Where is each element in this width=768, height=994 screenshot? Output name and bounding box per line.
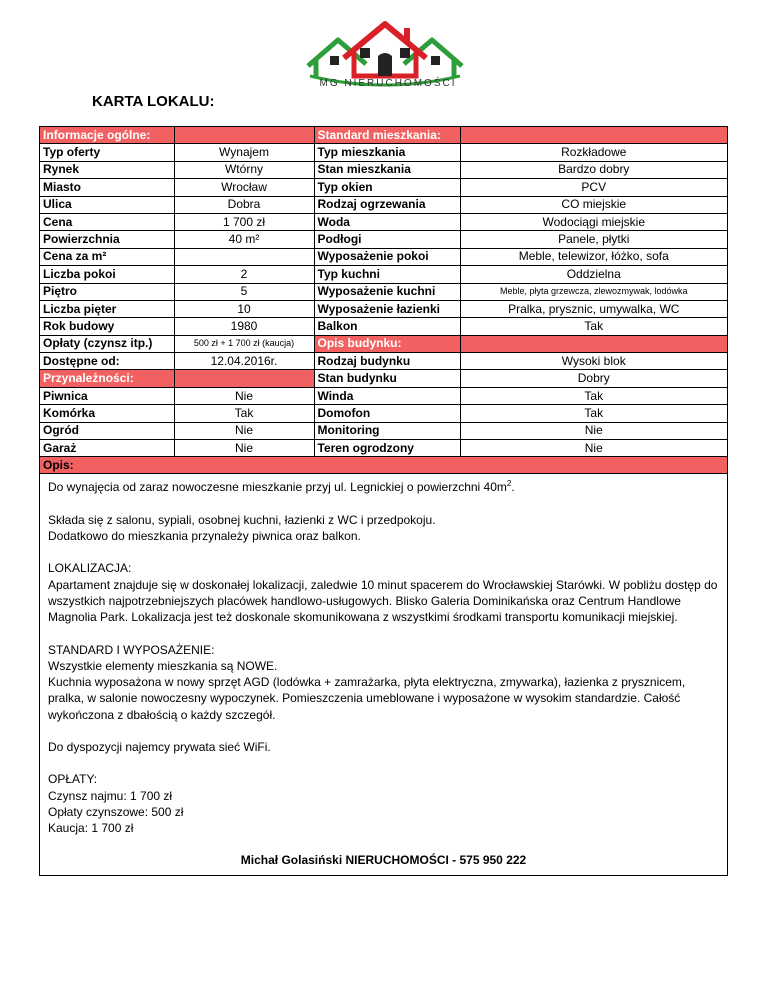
fee-deposit: Kaucja: 1 700 zł bbox=[48, 821, 134, 836]
rooms-text: Składa się z salonu, sypiali, osobnej kuchni, łazienki z WC i przedpokoju. bbox=[48, 512, 436, 527]
left-value: Wrocław bbox=[174, 179, 314, 196]
table-row bbox=[40, 213, 727, 230]
right-value: Wysoki blok bbox=[460, 353, 727, 370]
right-value: Meble, płyta grzewcza, zlewozmywak, lodówka bbox=[460, 283, 727, 300]
right-value: Oddzielna bbox=[460, 266, 727, 283]
table-row bbox=[40, 266, 727, 283]
left-value: 2 bbox=[174, 266, 314, 283]
left-label: Liczba pięter bbox=[40, 300, 174, 317]
left-label: Powierzchnia bbox=[40, 231, 174, 248]
right-label: Wyposażenie pokoi bbox=[314, 248, 460, 265]
left-value: 1 700 zł bbox=[174, 213, 314, 230]
wifi-text: Do dyspozycji najemcy prywata sieć WiFi. bbox=[48, 739, 271, 754]
right-label: Wyposażenie kuchni bbox=[314, 283, 460, 300]
right-value: Tak bbox=[460, 405, 727, 422]
left-label: Informacje ogólne: bbox=[40, 127, 174, 144]
left-label: Przynależności: bbox=[40, 370, 174, 387]
left-label: Opłaty (czynsz itp.) bbox=[40, 335, 174, 352]
table-row bbox=[40, 248, 727, 265]
right-label: Winda bbox=[314, 387, 460, 404]
table-row bbox=[40, 422, 727, 439]
right-label: Standard mieszkania: bbox=[314, 127, 460, 144]
right-value: Meble, telewizor, łóżko, sofa bbox=[460, 248, 727, 265]
left-label: Rynek bbox=[40, 161, 174, 178]
right-label: Rodzaj budynku bbox=[314, 353, 460, 370]
left-value bbox=[174, 248, 314, 265]
left-label: Ogród bbox=[40, 422, 174, 439]
right-label: Balkon bbox=[314, 318, 460, 335]
left-value: 500 zł + 1 700 zł (kaucja) bbox=[174, 335, 314, 352]
property-table bbox=[40, 127, 727, 457]
table-row bbox=[40, 127, 727, 144]
table-row bbox=[40, 231, 727, 248]
left-label: Cena bbox=[40, 213, 174, 230]
right-value: Dobry bbox=[460, 370, 727, 387]
right-value bbox=[460, 127, 727, 144]
fee-charges: Opłaty czynszowe: 500 zł bbox=[48, 804, 184, 819]
location-heading: LOKALIZACJA: bbox=[48, 561, 132, 576]
right-label: Podłogi bbox=[314, 231, 460, 248]
right-label: Typ mieszkania bbox=[314, 144, 460, 161]
right-value: Panele, płytki bbox=[460, 231, 727, 248]
right-label: Typ okien bbox=[314, 179, 460, 196]
right-label: Teren ogrodzony bbox=[314, 440, 460, 457]
right-value: Bardzo dobry bbox=[460, 161, 727, 178]
standard-text-2: Kuchnia wyposażona w nowy sprzęt AGD (lodówka + zamrażarka, płyta elektryczna, zmywarka), łazienka z prysznicem, pralka, w salonie nowoczesny wypoczynek. Pomieszczenia umeblowane i wyposażone w wysokim standardzie. Całość wykończona z dbałością o każdy szczegół. bbox=[48, 675, 686, 722]
location-text: Apartament znajduje się w doskonałej lokalizacji, zaledwie 10 minut spacerem do Wrocławskiej Starówki. W pobliżu dostęp do wszystkich najpotrzebniejszych placówek handlowo-usługowych. Blisko Galeria Dominikańska oraz Centrum Handlowe Magnolia Park. Lokalizacja jest też doskonale skomunikowana z wszystkimi środkami transportu komunikacji miejskiej. bbox=[48, 577, 718, 625]
left-value: Nie bbox=[174, 422, 314, 439]
table-row bbox=[40, 370, 727, 387]
left-value: Wynajem bbox=[174, 144, 314, 161]
extras-text: Dodatkowo do mieszkania przynależy piwnica oraz balkon. bbox=[48, 529, 361, 544]
table-row bbox=[40, 318, 727, 335]
left-label: Cena za m² bbox=[40, 248, 174, 265]
right-value: PCV bbox=[460, 179, 727, 196]
table-row bbox=[40, 440, 727, 457]
right-value: Wodociągi miejskie bbox=[460, 213, 727, 230]
fees-section bbox=[48, 771, 719, 836]
table-row bbox=[40, 300, 727, 317]
description-intro: Do wynajęcia od zaraz nowoczesne mieszkanie przyj ul. Legnickiej o powierzchni $40m^2$. bbox=[48, 479, 515, 495]
right-value bbox=[460, 335, 727, 352]
left-value: 1980 bbox=[174, 318, 314, 335]
right-value: Tak bbox=[460, 318, 727, 335]
left-label: Ulica bbox=[40, 196, 174, 213]
left-value: Tak bbox=[174, 405, 314, 422]
logo-text: MG NIERUCHOMOŚCI bbox=[319, 78, 457, 89]
table-row bbox=[40, 353, 727, 370]
description-body bbox=[40, 474, 727, 874]
left-value bbox=[174, 127, 314, 144]
property-sheet bbox=[39, 126, 728, 876]
table-row bbox=[40, 179, 727, 196]
left-label: Komórka bbox=[40, 405, 174, 422]
table-row bbox=[40, 405, 727, 422]
table-row bbox=[40, 161, 727, 178]
table-row bbox=[40, 144, 727, 161]
page-title: KARTA LOKALU: bbox=[92, 93, 215, 110]
table-row bbox=[40, 196, 727, 213]
description-heading: Opis: bbox=[40, 457, 727, 474]
left-label: Rok budowy bbox=[40, 318, 174, 335]
right-label: Wyposażenie łazienki bbox=[314, 300, 460, 317]
left-value: 5 bbox=[174, 283, 314, 300]
left-value: 10 bbox=[174, 300, 314, 317]
right-label: Typ kuchni bbox=[314, 266, 460, 283]
fee-rent: Czynsz najmu: 1 700 zł bbox=[48, 788, 173, 803]
right-label: Stan budynku bbox=[314, 370, 460, 387]
right-value: Rozkładowe bbox=[460, 144, 727, 161]
left-label: Piwnica bbox=[40, 387, 174, 404]
standard-heading: STANDARD I WYPOSAŻENIE: bbox=[48, 642, 215, 657]
table-row bbox=[40, 335, 727, 352]
left-value: Nie bbox=[174, 387, 314, 404]
left-label: Liczba pokoi bbox=[40, 266, 174, 283]
right-label: Stan mieszkania bbox=[314, 161, 460, 178]
left-value: 12.04.2016r. bbox=[174, 353, 314, 370]
left-label: Typ oferty bbox=[40, 144, 174, 161]
right-label: Opis budynku: bbox=[314, 335, 460, 352]
right-label: Rodzaj ogrzewania bbox=[314, 196, 460, 213]
company-logo bbox=[300, 18, 470, 100]
right-value: Nie bbox=[460, 422, 727, 439]
table-row bbox=[40, 387, 727, 404]
description-rooms bbox=[48, 512, 719, 545]
standard-section bbox=[48, 642, 719, 723]
left-label: Piętro bbox=[40, 283, 174, 300]
location-section bbox=[48, 560, 719, 625]
standard-text-1: Wszystkie elementy mieszkania są NOWE. bbox=[48, 658, 278, 673]
left-value bbox=[174, 370, 314, 387]
left-label: Garaż bbox=[40, 440, 174, 457]
right-label: Domofon bbox=[314, 405, 460, 422]
left-label: Dostępne od: bbox=[40, 353, 174, 370]
agent-contact: Michał Golasiński NIERUCHOMOŚCI - 575 950 222 bbox=[240, 853, 527, 868]
right-label: Monitoring bbox=[314, 422, 460, 439]
left-value: Dobra bbox=[174, 196, 314, 213]
table-row bbox=[40, 283, 727, 300]
fees-heading: OPŁATY: bbox=[48, 772, 98, 787]
left-label: Miasto bbox=[40, 179, 174, 196]
left-value: 40 m² bbox=[174, 231, 314, 248]
right-value: Tak bbox=[460, 387, 727, 404]
right-value: Nie bbox=[460, 440, 727, 457]
right-label: Woda bbox=[314, 213, 460, 230]
right-value: CO miejskie bbox=[460, 196, 727, 213]
right-value: Pralka, prysznic, umywalka, WC bbox=[460, 300, 727, 317]
left-value: Wtórny bbox=[174, 161, 314, 178]
left-value: Nie bbox=[174, 440, 314, 457]
